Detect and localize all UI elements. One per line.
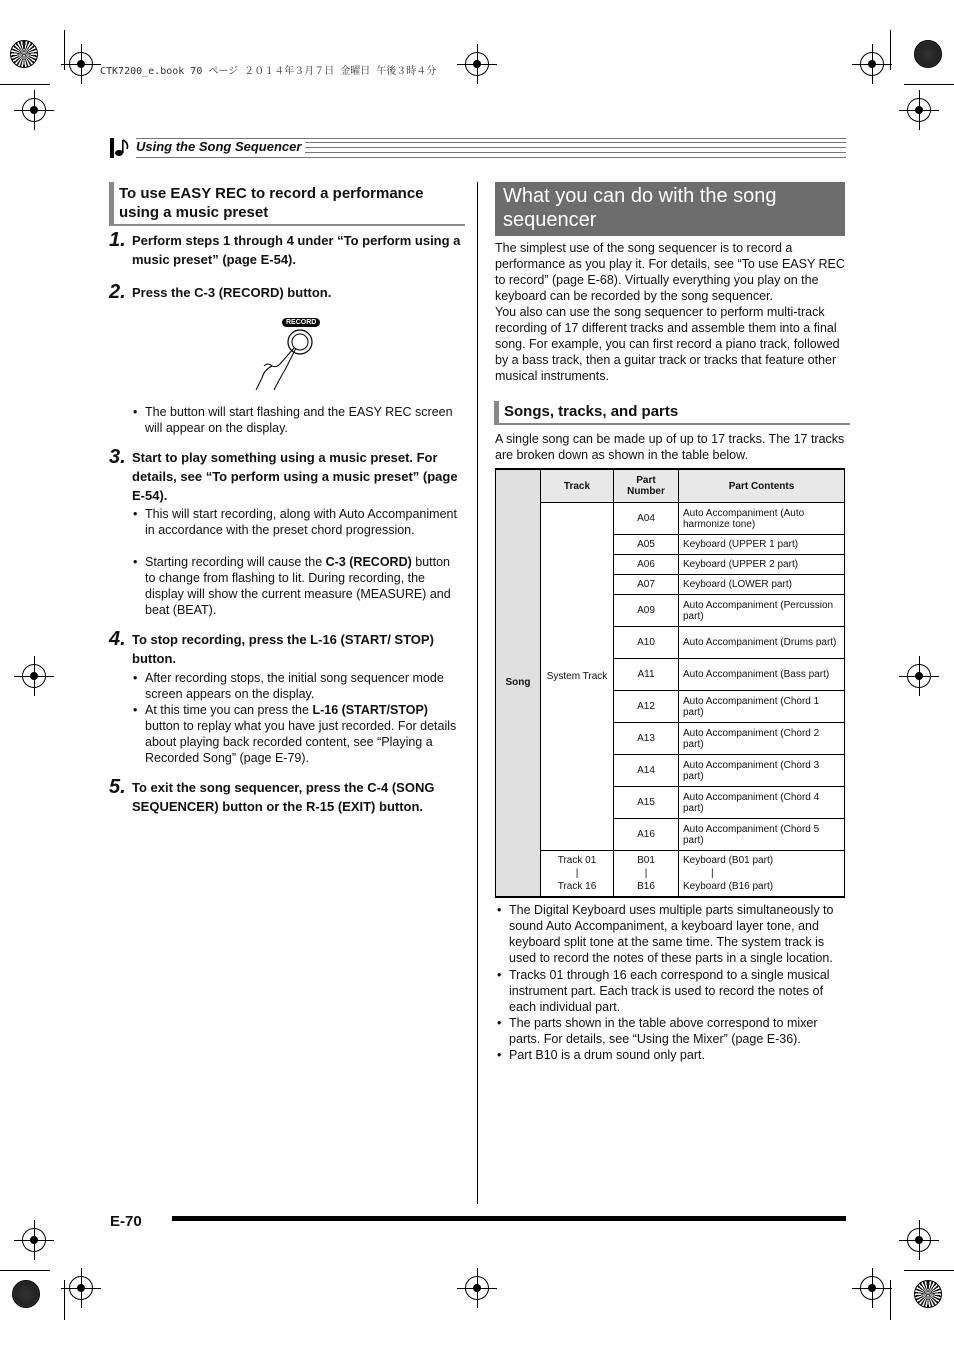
subheading: Songs, tracks, and parts	[494, 401, 850, 425]
song-cell: Song	[496, 469, 541, 897]
registration-fill-icon	[914, 40, 942, 68]
part-number-cell: A13	[614, 723, 679, 755]
step-4-number: 4.	[109, 628, 126, 650]
step-3-text: Start to play something using a music preset. For details, see “To perform using a music preset” (page E-54).	[132, 450, 458, 503]
column-divider	[477, 182, 478, 1204]
part-contents-cell: Auto Accompaniment (Auto harmonize tone)	[679, 503, 845, 535]
step-5-number: 5.	[109, 776, 126, 798]
table-header-row	[496, 469, 845, 503]
table-row	[496, 851, 845, 897]
part-number-cell: A07	[614, 575, 679, 595]
step-3-number: 3.	[109, 446, 126, 468]
registration-sun-icon	[10, 40, 38, 68]
header-part-contents: Part Contents	[679, 469, 845, 503]
header-track: Track	[541, 469, 614, 503]
header-part-number: Part Number	[614, 469, 679, 503]
footer-rule	[172, 1216, 846, 1221]
part-contents-cell: Auto Accompaniment (Chord 4 part)	[679, 787, 845, 819]
part-contents-cell: Keyboard (UPPER 2 part)	[679, 555, 845, 575]
note-bullet-1: • The Digital Keyboard uses multiple parts simultaneously to sound Auto Accompaniment, a keyboard layer tone, and keyboard split tone at the same time. The system track is used to record the notes of these parts in a single location.	[497, 903, 834, 965]
step-2-text: Press the C-3 (RECORD) button.	[132, 285, 332, 300]
registration-mark-icon	[22, 98, 46, 122]
registration-mark-icon	[22, 664, 46, 688]
record-label: RECORD	[282, 318, 320, 327]
registration-sun-icon	[914, 1280, 942, 1308]
note-bullet-3: • The parts shown in the table above correspond to mixer parts. For details, see “Using the Mixer” (page E-36).	[497, 1016, 818, 1046]
registration-mark-icon	[907, 1228, 931, 1252]
part-contents-cell: Keyboard (B01 part) | Keyboard (B16 part)	[679, 851, 845, 897]
step-3-bullet-1: • This will start recording, along with Auto Accompaniment in accordance with the preset chord progression.	[133, 507, 457, 537]
registration-mark-icon	[69, 52, 93, 76]
registration-fill-icon	[12, 1280, 40, 1308]
step-4-text: To stop recording, press the L-16 (START/ STOP) button.	[132, 632, 434, 666]
part-contents-cell: Keyboard (UPPER 1 part)	[679, 535, 845, 555]
step-4-bullet-1: • After recording stops, the initial song sequencer mode screen appears on the display.	[133, 671, 444, 701]
registration-mark-icon	[860, 1276, 884, 1300]
table-row	[496, 503, 845, 535]
step-2-number: 2.	[109, 281, 126, 303]
music-note-icon	[110, 138, 136, 158]
part-number-cell: A15	[614, 787, 679, 819]
step-4-bullet-2: • At this time you can press the L-16 (START/STOP) button to replay what you have just recorded. For details about playing back recorded content, see “Playing a Recorded Song” (page E-79).	[133, 703, 457, 765]
registration-mark-icon	[465, 1276, 489, 1300]
part-number-cell: A11	[614, 659, 679, 691]
step-1-text: Perform steps 1 through 4 under “To perform using a music preset” (page E-54).	[132, 233, 461, 267]
part-contents-cell: Auto Accompaniment (Chord 2 part)	[679, 723, 845, 755]
step-3-bullet-2: • Starting recording will cause the C-3 (RECORD) button to change from flashing to lit. During recording, the display will show the current measure (MEASURE) and beat (BEAT).	[133, 555, 451, 617]
record-button-illustration	[250, 316, 330, 392]
step-1-number: 1.	[109, 229, 126, 251]
registration-mark-icon	[69, 1276, 93, 1300]
section-header	[110, 138, 846, 158]
registration-mark-icon	[22, 1228, 46, 1252]
part-number-cell: B01 | B16	[614, 851, 679, 897]
part-number-cell: A10	[614, 627, 679, 659]
tracks-table	[495, 468, 845, 898]
intro-paragraph-1: The simplest use of the song sequencer is to record a performance as you play it. For details, see “To use EASY REC to record” (page E-68). Virtually everything you play on the keyboard can be recorded by the song sequencer.	[495, 241, 845, 303]
user-track-cell: Track 01 | Track 16	[541, 851, 614, 897]
registration-mark-icon	[860, 52, 884, 76]
part-contents-cell: Auto Accompaniment (Percussion part)	[679, 595, 845, 627]
table-intro: A single song can be made up of up to 17 tracks. The 17 tracks are broken down as shown in the table below.	[495, 432, 845, 462]
note-bullet-2: • Tracks 01 through 16 each correspond to a single musical instrument part. Each track is used to record the notes of each individual part.	[497, 968, 830, 1014]
part-contents-cell: Auto Accompaniment (Drums part)	[679, 627, 845, 659]
part-number-cell: A09	[614, 595, 679, 627]
part-contents-cell: Keyboard (LOWER part)	[679, 575, 845, 595]
part-contents-cell: Auto Accompaniment (Chord 3 part)	[679, 755, 845, 787]
part-contents-cell: Auto Accompaniment (Chord 5 part)	[679, 819, 845, 851]
hand-press-icon	[250, 328, 330, 392]
part-number-cell: A05	[614, 535, 679, 555]
part-number-cell: A16	[614, 819, 679, 851]
registration-mark-icon	[907, 98, 931, 122]
easy-rec-heading: To use EASY REC to record a performance using a music preset	[109, 182, 465, 226]
page-number: E-70	[110, 1213, 142, 1230]
registration-mark-icon	[907, 664, 931, 688]
print-header: CTK7200_e.book 70 ページ ２０１４年３月７日 金曜日 午後３時４分	[100, 66, 437, 77]
part-contents-cell: Auto Accompaniment (Bass part)	[679, 659, 845, 691]
part-number-cell: A04	[614, 503, 679, 535]
part-contents-cell: Auto Accompaniment (Chord 1 part)	[679, 691, 845, 723]
system-track-cell: System Track	[541, 503, 614, 851]
part-number-cell: A14	[614, 755, 679, 787]
part-number-cell: A06	[614, 555, 679, 575]
note-bullet-4: • Part B10 is a drum sound only part.	[497, 1048, 705, 1062]
intro-paragraph-2: You also can use the song sequencer to perform multi-track recording of 17 different tracks and assemble them into a final song. For example, you can first record a piano track, followed by a bass track, then a guitar track or tracks that feature other musical instruments.	[495, 305, 840, 383]
registration-mark-icon	[465, 52, 489, 76]
step-5-text: To exit the song sequencer, press the C-4 (SONG SEQUENCER) button or the R-15 (EXIT) button.	[132, 780, 435, 814]
part-number-cell: A12	[614, 691, 679, 723]
section-title: Using the Song Sequencer	[136, 139, 305, 154]
step-2-bullet: • The button will start flashing and the EASY REC screen will appear on the display.	[133, 405, 453, 435]
main-title: What you can do with the song sequencer	[495, 182, 845, 236]
